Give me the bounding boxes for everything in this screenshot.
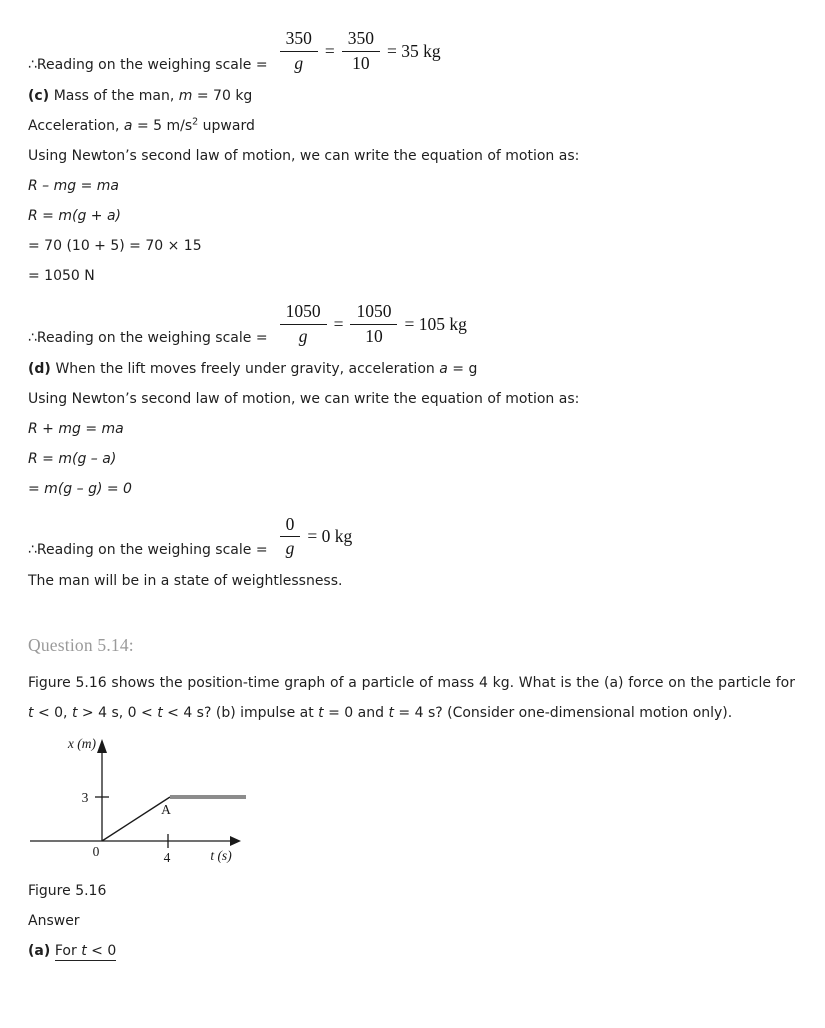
point-a-label: A <box>161 802 171 818</box>
answer-label: Answer <box>28 913 80 930</box>
y-tick-label: 3 <box>81 790 89 806</box>
newton-law-sentence: Using Newton’s second law of motion, we can write the equation of motion as: <box>28 147 580 164</box>
underlined-condition: For t < 0 <box>54 943 117 960</box>
equation-r-m-g-minus-a: R = m(g – a) <box>28 450 117 467</box>
position-time-graph <box>28 732 795 876</box>
mass-line-c: (c) Mass of the man, m = 70 kg <box>28 87 253 104</box>
equation-r-m-g-plus-a: R = m(g + a) <box>28 207 122 224</box>
answer-part-a: (a) For t < 0 <box>28 943 117 960</box>
fraction-expression: $\frac{0}{g}$ = 0 kg <box>280 514 353 561</box>
question-paragraph: Figure 5.16 shows the position-time graph of a particle of mass 4 kg. What is the (a) force on the particle for t < 0, t > 4 s, 0 < t < 4 s? (b) impulse at t = 0 and t = 4 s? (Consider one-dimensional motion only). <box>28 675 795 722</box>
weightlessness-sentence: The man will be in a state of weightlessness. <box>28 573 343 590</box>
fraction: $\frac{1050}{g}$ <box>280 301 327 348</box>
acceleration-line: Acceleration, a = 5 $m/s^2$ upward <box>28 116 255 134</box>
lift-free-fall-line-d: (d) When the lift moves freely under gravity, acceleration a = g <box>28 360 478 377</box>
figure-caption: Figure 5.16 <box>28 883 107 900</box>
scale-reading-equation-b <box>28 28 795 75</box>
origin-label: 0 <box>92 844 100 860</box>
fraction: $\frac{1050}{10}$ <box>350 301 397 348</box>
ramp-line <box>102 797 170 841</box>
fraction: $\frac{350}{10}$ <box>342 28 380 75</box>
x-axis-label: t (s) <box>210 848 232 864</box>
scale-reading-label: ∴Reading on the weighing scale = <box>28 542 268 559</box>
newton-law-sentence: Using Newton’s second law of motion, we can write the equation of motion as: <box>28 390 580 407</box>
equation-r-plus-mg: R + mg = ma <box>28 420 124 437</box>
fraction-expression: $\frac{350}{g}$ = $\frac{350}{10}$ = 35 kg <box>280 28 441 75</box>
equation-zero: = m(g – g) = 0 <box>28 480 132 497</box>
scale-reading-label: ∴Reading on the weighing scale = <box>28 329 268 346</box>
scale-reading-label: ∴Reading on the weighing scale = <box>28 56 268 73</box>
fraction: $\frac{0}{g}$ <box>280 514 301 561</box>
scale-reading-equation-c <box>28 301 795 348</box>
equation-1050-n: = 1050 N <box>28 267 95 284</box>
x-axis-arrow-icon <box>230 836 241 846</box>
question-heading: Question 5.14: <box>28 635 134 656</box>
fraction-expression: $\frac{1050}{g}$ = $\frac{1050}{10}$ = 105 kg <box>280 301 467 348</box>
scale-reading-equation-d <box>28 514 795 561</box>
equation-r-minus-mg: R – mg = ma <box>28 177 119 194</box>
figure-5-16-svg <box>28 732 278 872</box>
fraction: $\frac{350}{g}$ <box>280 28 318 75</box>
y-axis-arrow-icon <box>97 739 107 753</box>
equation-70-times-15: = 70 (10 + 5) = 70 × 15 <box>28 237 202 254</box>
y-axis-label: x (m) <box>67 736 96 752</box>
x-tick-label: 4 <box>163 850 171 866</box>
